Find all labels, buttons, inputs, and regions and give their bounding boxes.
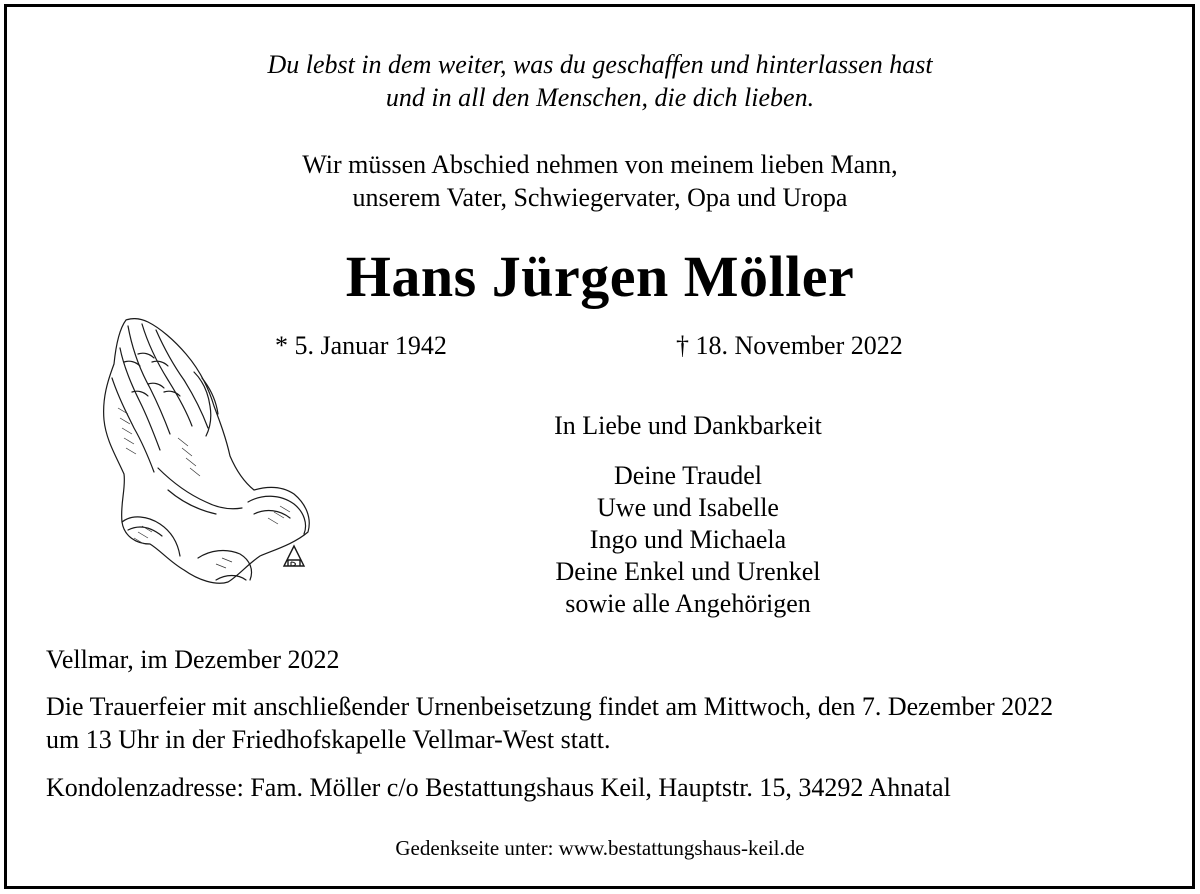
quote-line-2: und in all den Menschen, die dich lieben. [385,83,815,112]
family-member: Ingo und Michaela [589,525,787,554]
family-member: Uwe und Isabelle [597,493,779,522]
death-date: † 18. November 2022 [676,331,903,360]
ceremony-line-2: um 13 Uhr in der Friedhofskapelle Vellmar-West statt. [46,725,611,754]
deceased-name: Hans Jürgen Möller [345,244,855,309]
signature-monogram [281,543,307,569]
intro-line-2: unserem Vater, Schwiegervater, Opa und Uropa [352,183,848,212]
family-member: sowie alle Angehörigen [565,589,811,618]
intro-line-1: Wir müssen Abschied nehmen von meinem lieben Mann, [302,150,898,179]
place-date: Vellmar, im Dezember 2022 [46,645,340,674]
condolence-address: Kondolenzadresse: Fam. Möller c/o Bestattungshaus Keil, Hauptstr. 15, 34292 Ahnatal [46,773,951,802]
family-member: Deine Traudel [613,461,763,490]
memorial-page: Gedenkseite unter: www.bestattungshaus-keil.de [395,836,805,860]
family-heading: In Liebe und Dankbarkeit [554,411,822,440]
birth-date: * 5. Januar 1942 [275,331,447,360]
quote-line-1: Du lebst in dem weiter, was du geschaffen und hinterlassen hast [267,50,933,79]
ceremony-line-1: Die Trauerfeier mit anschließender Urnenbeisetzung findet am Mittwoch, den 7. Dezember 2022 [46,692,1054,721]
family-member: Deine Enkel und Urenkel [555,557,821,586]
